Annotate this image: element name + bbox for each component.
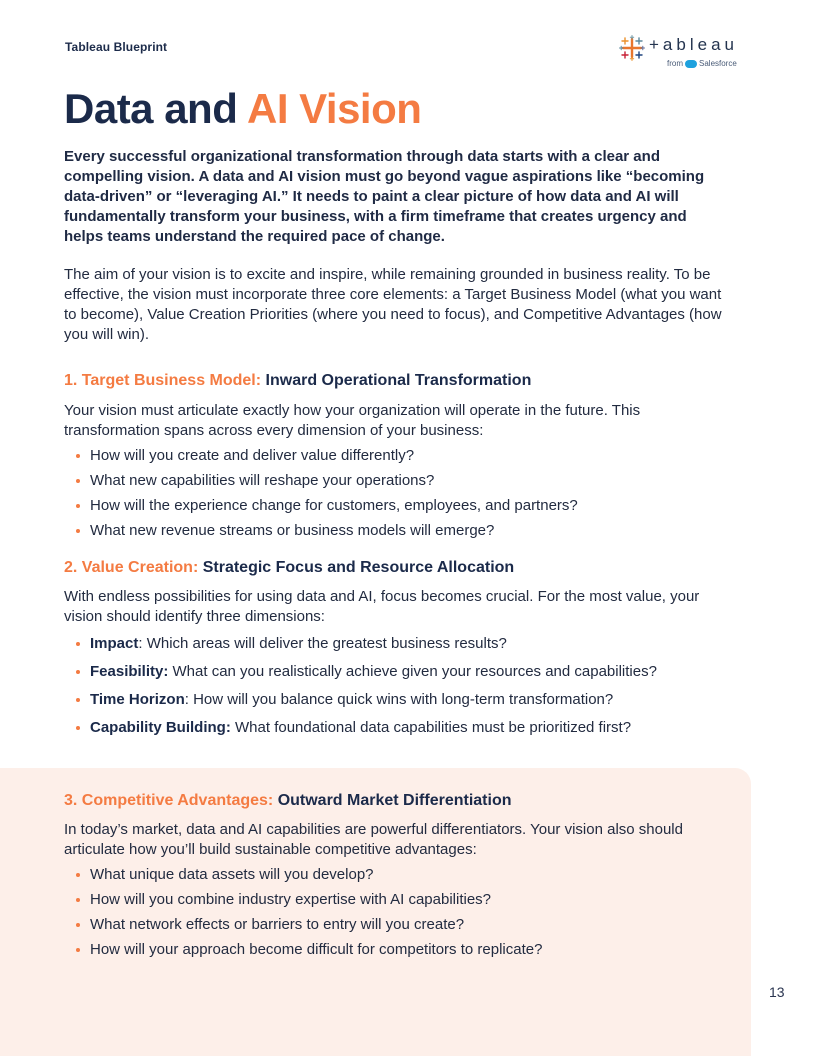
- list-item: How will you create and deliver value differently?: [73, 446, 743, 466]
- document-label: Tableau Blueprint: [65, 40, 168, 54]
- section-1-title: Inward Operational Transformation: [265, 372, 532, 389]
- list-item: What unique data assets will you develop?: [73, 865, 743, 885]
- list-item: Time Horizon: How will you balance quick wins with long-term transformation?: [73, 690, 743, 710]
- section-3-heading: [64, 790, 512, 812]
- bullet-dot-icon: [76, 698, 80, 702]
- page-number: 13: [769, 984, 785, 1000]
- bullet-dot-icon: [76, 948, 80, 952]
- brand-byline: [667, 59, 737, 68]
- section-1-number: 1. Target Business Model:: [64, 372, 266, 389]
- tableau-cross-icon: [619, 35, 645, 61]
- bullet-dot-icon: [76, 923, 80, 927]
- list-item: How will your approach become difficult for competitors to replicate?: [73, 940, 743, 960]
- bullet-dot-icon: [76, 454, 80, 458]
- section-3-body: In today’s market, data and AI capabilities are powerful differentiators. Your vision also should articulate how you’ll build sustainable competitive advantages:: [64, 821, 683, 858]
- brand-byline-name: Salesforce: [699, 59, 737, 68]
- section-3-title: Outward Market Differentiation: [277, 792, 512, 809]
- brand-wordmark: +ableau: [649, 35, 738, 54]
- page-title-accent: AI Vision: [246, 85, 422, 132]
- list-item: How will you combine industry expertise with AI capabilities?: [73, 890, 743, 910]
- section-2-body: With endless possibilities for using data and AI, focus becomes crucial. For the most value, your vision should identify three dimensions:: [64, 588, 700, 625]
- brand-logo: [619, 35, 745, 75]
- section-1-heading: [64, 370, 531, 392]
- intro-paragraph: Every successful organizational transformation through data starts with a clear and compelling vision. A data and AI vision must go beyond vague aspirations like “becoming data-driven” or “leveraging AI.” It needs to paint a clear picture of how data and AI will fundamentally transform your business, with a firm timeframe that creates urgency and helps teams understand the required pace of change.: [64, 148, 705, 245]
- bullet-dot-icon: [76, 529, 80, 533]
- page-title: [64, 84, 421, 134]
- page-title-main: Data and: [64, 85, 247, 132]
- brand-byline-prefix: from: [667, 59, 683, 68]
- bullet-dot-icon: [76, 726, 80, 730]
- list-item: Impact: Which areas will deliver the greatest business results?: [73, 634, 743, 654]
- bullet-dot-icon: [76, 898, 80, 902]
- aim-paragraph: The aim of your vision is to excite and inspire, while remaining grounded in business reality. To be effective, the vision must incorporate three core elements: a Target Business Model (what you want to become), Value Creation Priorities (where you need to focus), and Competitive Advantages (how you will win).: [64, 266, 722, 343]
- section-2-list: [73, 634, 743, 746]
- bullet-dot-icon: [76, 873, 80, 877]
- list-item: What new revenue streams or business models will emerge?: [73, 521, 743, 541]
- list-item: Feasibility: What can you realistically achieve given your resources and capabilities?: [73, 662, 743, 682]
- section-2-title: Strategic Focus and Resource Allocation: [202, 559, 515, 576]
- section-3-number: 3. Competitive Advantages:: [64, 792, 278, 809]
- bullet-dot-icon: [76, 479, 80, 483]
- section-2-heading: [64, 557, 514, 579]
- section-1-list: [73, 446, 743, 546]
- bullet-dot-icon: [76, 504, 80, 508]
- list-item: Capability Building: What foundational data capabilities must be prioritized first?: [73, 718, 743, 738]
- section-2-number: 2. Value Creation:: [64, 559, 203, 576]
- list-item: What network effects or barriers to entry will you create?: [73, 915, 743, 935]
- section-3-list: [73, 865, 743, 965]
- salesforce-cloud-icon: [685, 60, 697, 68]
- bullet-dot-icon: [76, 642, 80, 646]
- list-item: What new capabilities will reshape your operations?: [73, 471, 743, 491]
- bullet-dot-icon: [76, 670, 80, 674]
- section-1-body: Your vision must articulate exactly how your organization will operate in the future. This transformation spans across every dimension of your business:: [64, 402, 641, 439]
- list-item: How will the experience change for customers, employees, and partners?: [73, 496, 743, 516]
